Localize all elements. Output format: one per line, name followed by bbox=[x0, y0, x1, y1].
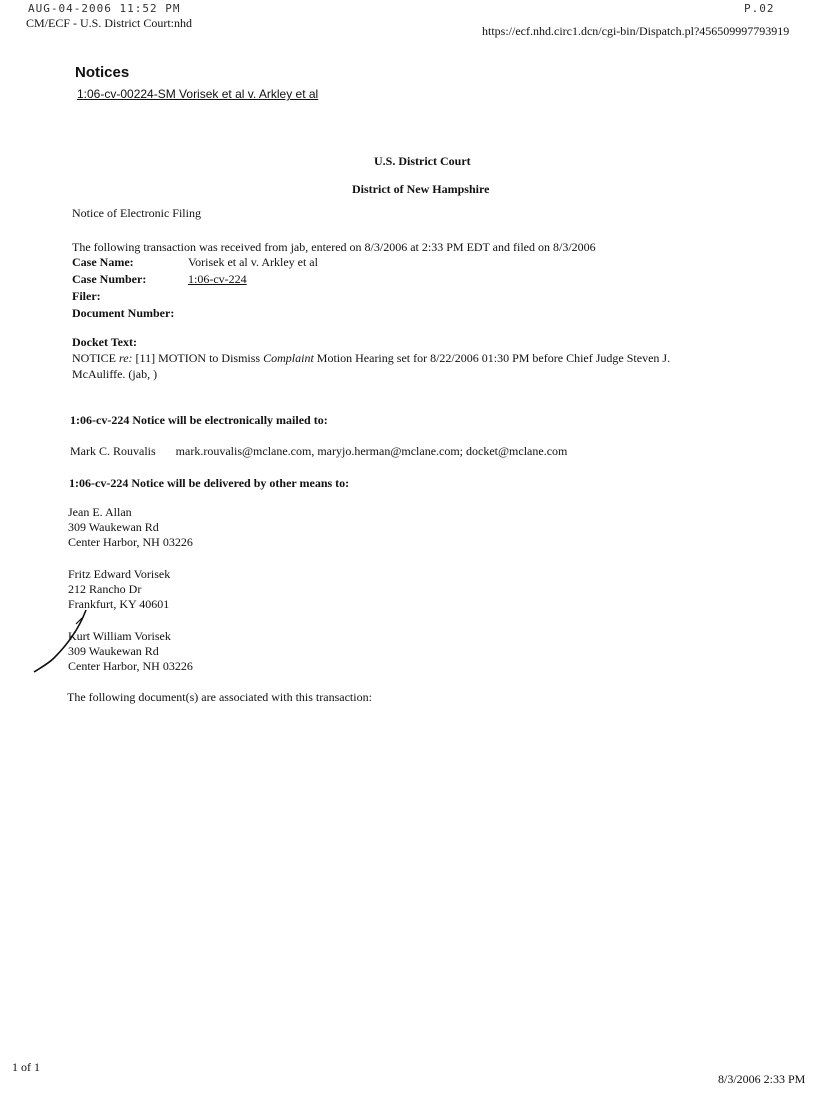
document-number-label: Document Number: bbox=[72, 306, 175, 320]
court-name: U.S. District Court bbox=[374, 154, 471, 168]
recipient-city: Center Harbor, NH 03226 bbox=[68, 659, 193, 673]
filer-label: Filer: bbox=[72, 289, 101, 303]
recipient-street: 309 Waukewan Rd bbox=[68, 644, 159, 658]
case-number-label: Case Number: bbox=[72, 272, 147, 286]
electronic-recipient-row bbox=[70, 444, 567, 459]
transaction-line: The following transaction was received from jab, entered on 8/3/2006 at 2:33 PM EDT and filed on 8/3/2006 bbox=[72, 240, 596, 254]
recipient-name: Fritz Edward Vorisek bbox=[68, 567, 171, 581]
print-datetime: 8/3/2006 2:33 PM bbox=[718, 1072, 806, 1086]
case-name-row bbox=[72, 255, 318, 270]
docket-complaint: Complaint bbox=[263, 351, 314, 365]
case-name-label: Case Name: bbox=[72, 255, 134, 269]
recipient-name: Kurt William Vorisek bbox=[68, 629, 171, 643]
electronic-notice-heading: 1:06-cv-224 Notice will be electronically mailed to: bbox=[70, 413, 328, 427]
case-link[interactable]: 1:06-cv-00224-SM Vorisek et al v. Arkley et al bbox=[77, 87, 319, 101]
docket-hearing-text: Motion Hearing set for 8/22/2006 01:30 PM before Chief Judge Steven J. bbox=[313, 351, 671, 365]
fax-header-left: AUG-04-2006 11:52 PM bbox=[28, 2, 181, 15]
nef-title: Notice of Electronic Filing bbox=[72, 206, 201, 220]
docket-text-label: Docket Text: bbox=[72, 335, 137, 349]
recipient-address-1 bbox=[68, 505, 193, 550]
recipient-street: 212 Rancho Dr bbox=[68, 582, 142, 596]
docket-motion-text: [11] MOTION to Dismiss bbox=[132, 351, 264, 365]
docket-text-line-2: McAuliffe. (jab, ) bbox=[72, 367, 158, 381]
docket-re: re: bbox=[119, 351, 133, 365]
browser-url: https://ecf.nhd.circ1.dcn/cgi-bin/Dispatch.pl?456509997793919 bbox=[482, 24, 790, 38]
handwritten-mark bbox=[30, 606, 100, 676]
recipient-street: 309 Waukewan Rd bbox=[68, 520, 159, 534]
notices-heading: Notices bbox=[75, 64, 130, 81]
recipient-name: Jean E. Allan bbox=[68, 505, 132, 519]
browser-page-title: CM/ECF - U.S. District Court:nhd bbox=[26, 16, 193, 30]
court-district: District of New Hampshire bbox=[352, 182, 490, 196]
page-count: 1 of 1 bbox=[12, 1060, 40, 1074]
case-number-row bbox=[72, 272, 247, 287]
associated-documents-line: The following document(s) are associated with this transaction: bbox=[67, 690, 372, 704]
docket-text-line-1 bbox=[72, 351, 670, 366]
fax-page-number: P.02 bbox=[744, 2, 775, 15]
recipient-city: Center Harbor, NH 03226 bbox=[68, 535, 193, 549]
electronic-recipient-emails: mark.rouvalis@mclane.com, maryjo.herman@mclane.com; docket@mclane.com bbox=[175, 444, 568, 458]
other-means-heading: 1:06-cv-224 Notice will be delivered by other means to: bbox=[69, 476, 350, 490]
electronic-recipient-name: Mark C. Rouvalis bbox=[70, 444, 156, 458]
case-name-value: Vorisek et al v. Arkley et al bbox=[188, 255, 318, 269]
docket-notice-word: NOTICE bbox=[72, 351, 119, 365]
recipient-city: Frankfurt, KY 40601 bbox=[68, 597, 170, 611]
case-number-link[interactable]: 1:06-cv-224 bbox=[188, 272, 247, 286]
